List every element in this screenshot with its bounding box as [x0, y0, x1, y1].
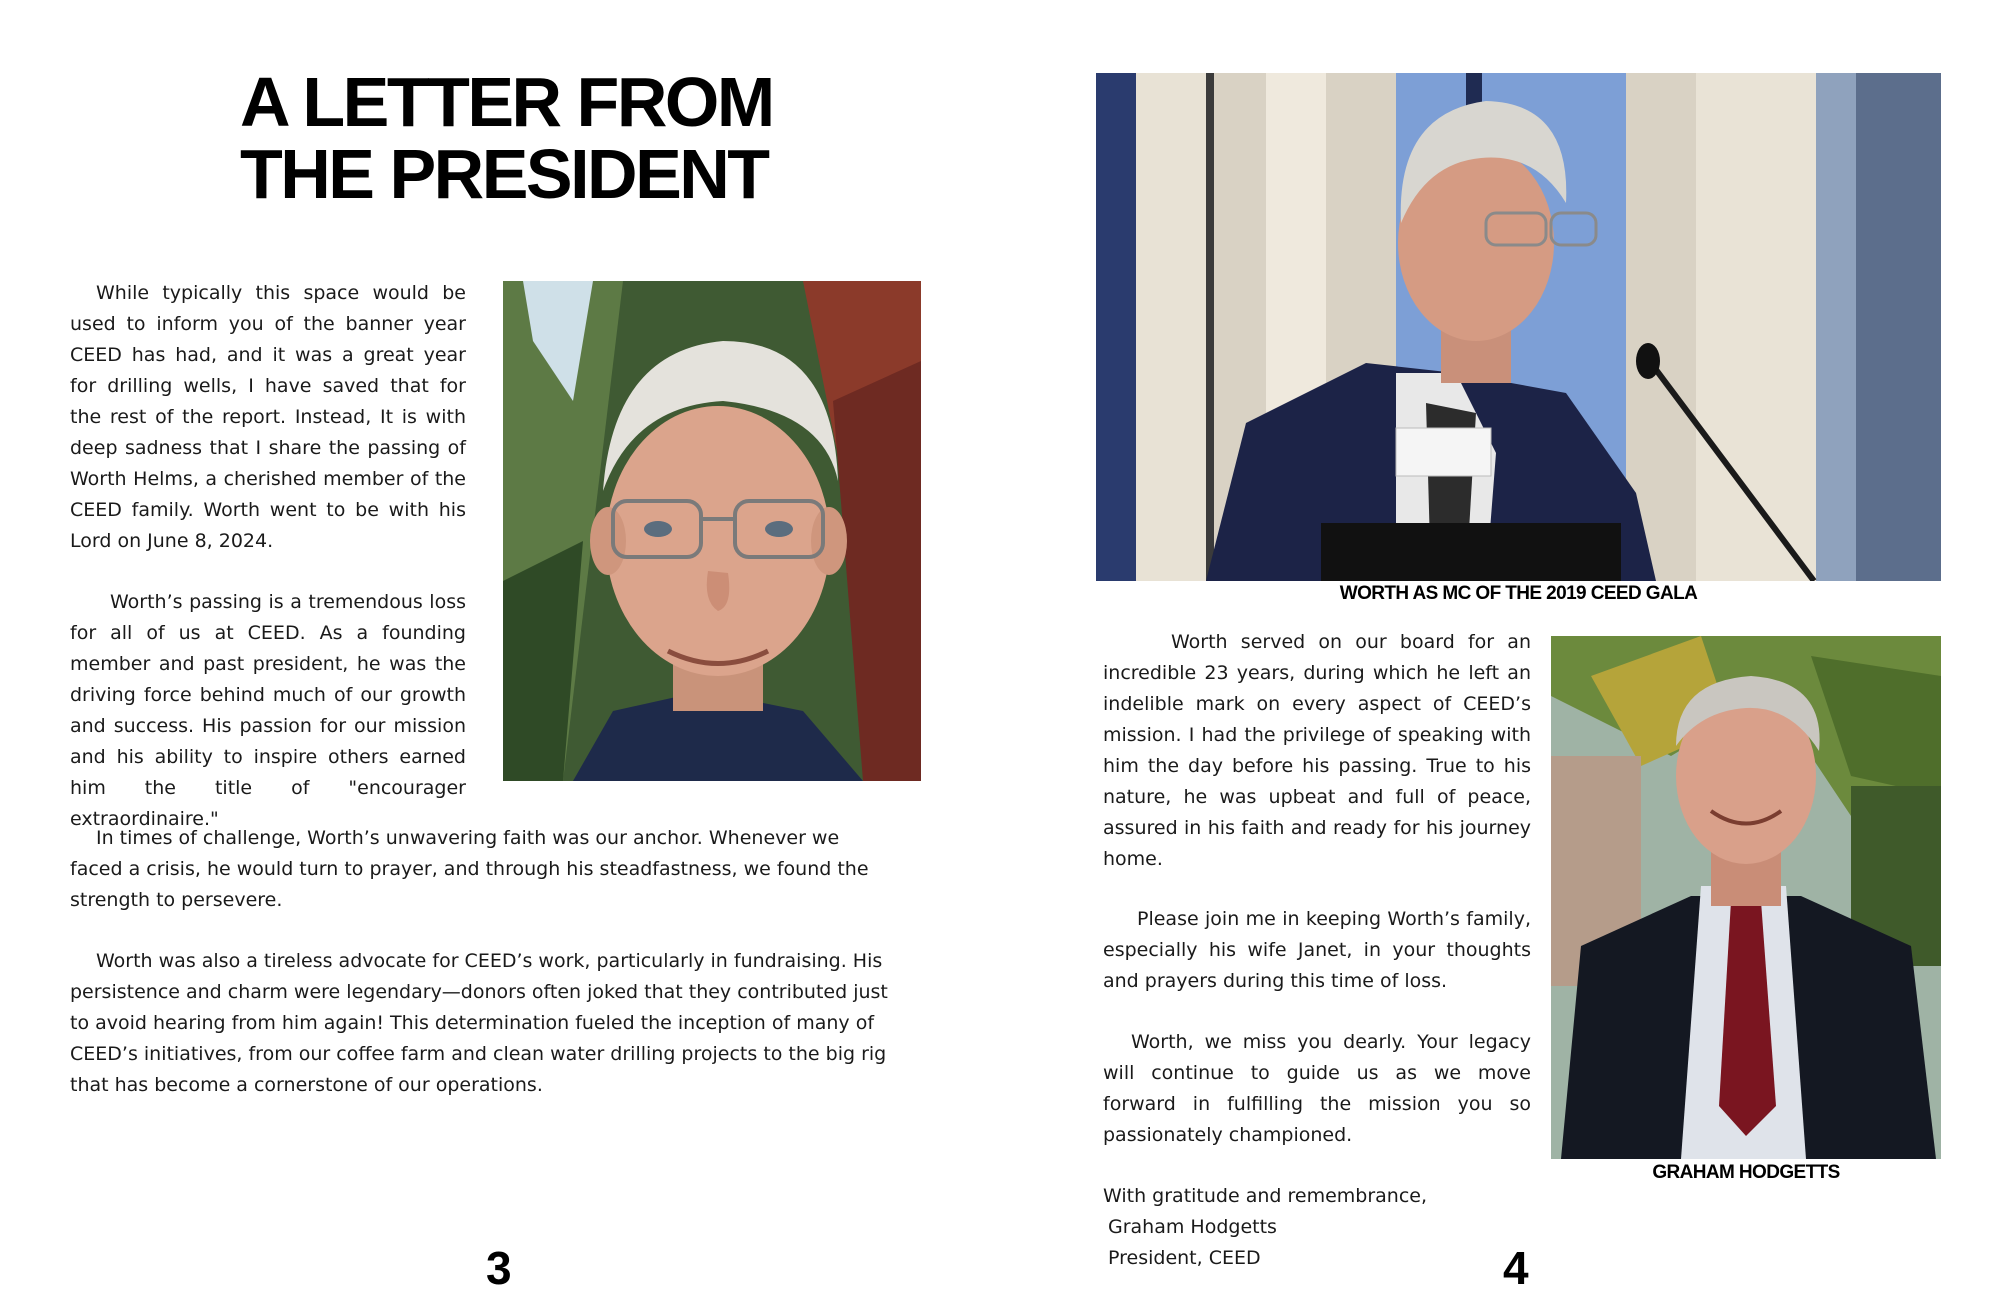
signoff-name: Graham Hodgetts — [1108, 1216, 1277, 1238]
letter-title — [240, 63, 773, 213]
letter-paragraph-4: Worth was also a tireless advocate for CEED’s work, particularly in fundraising. His persistence and charm were legendary—donors often joked that they contributed just to avoid hearing from him again! This determination fueled the inception of many of CEED’s initiatives, from our coffee farm and clean water drilling projects to the big rig that has become a cornerstone of our operations. — [70, 950, 888, 1096]
letter-paragraph-7: Worth, we miss you dearly. Your legacy will continue to guide us as we move forward in fulfilling the mission you so passionately championed. — [1103, 1031, 1531, 1146]
signoff-role: President, CEED — [1108, 1247, 1261, 1269]
letter-paragraph-2: Worth’s passing is a tremendous loss for all of us at CEED. As a founding member and past president, he was the driving force behind much of our growth and success. His passion for our mission and his ability to inspire others earned him the title of "encourager extraordinaire." — [70, 591, 466, 830]
worth-gala-photo — [1096, 73, 1941, 581]
gala-photo-caption: WORTH AS MC OF THE 2019 CEED GALA — [1339, 583, 1698, 604]
letter-paragraph-1: While typically this space would be used to inform you of the banner year CEED has had, and it was a great year for drilling wells, I have saved that for the rest of the report. Instead, It is with deep sadness that I share the passing of Worth Helms, a cherished member of the CEED family. Worth went to be with his Lord on June 8, 2024. — [70, 282, 466, 552]
letter-paragraph-6: Please join me in keeping Worth’s family, especially his wife Janet, in your thoughts and prayers during this time of loss. — [1103, 908, 1531, 992]
letter-signoff — [1103, 1181, 1427, 1274]
graham-hodgetts-photo — [1551, 636, 1941, 1159]
page-number-4: 4 — [1503, 1242, 1529, 1294]
title-line-1: A LETTER FROM — [240, 63, 773, 141]
title-line-2: THE PRESIDENT — [240, 135, 768, 213]
worth-portrait-photo — [503, 281, 921, 781]
graham-photo-caption: GRAHAM HODGETTS — [1652, 1162, 1840, 1183]
letter-paragraph-5: Worth served on our board for an incredible 23 years, during which he left an indelible mark on every aspect of CEED’s mission. I had the privilege of speaking with him the day before his passing. True to his nature, he was upbeat and full of peace, assured in his faith and ready for his journey home. — [1103, 631, 1531, 870]
page-number-3: 3 — [486, 1242, 512, 1294]
letter-paragraph-3: In times of challenge, Worth’s unwavering faith was our anchor. Whenever we faced a crisis, he would turn to prayer, and through his steadfastness, we found the strength to persevere. — [70, 827, 869, 911]
signoff-closing: With gratitude and remembrance, — [1103, 1185, 1428, 1207]
right-page — [1000, 0, 2000, 1294]
